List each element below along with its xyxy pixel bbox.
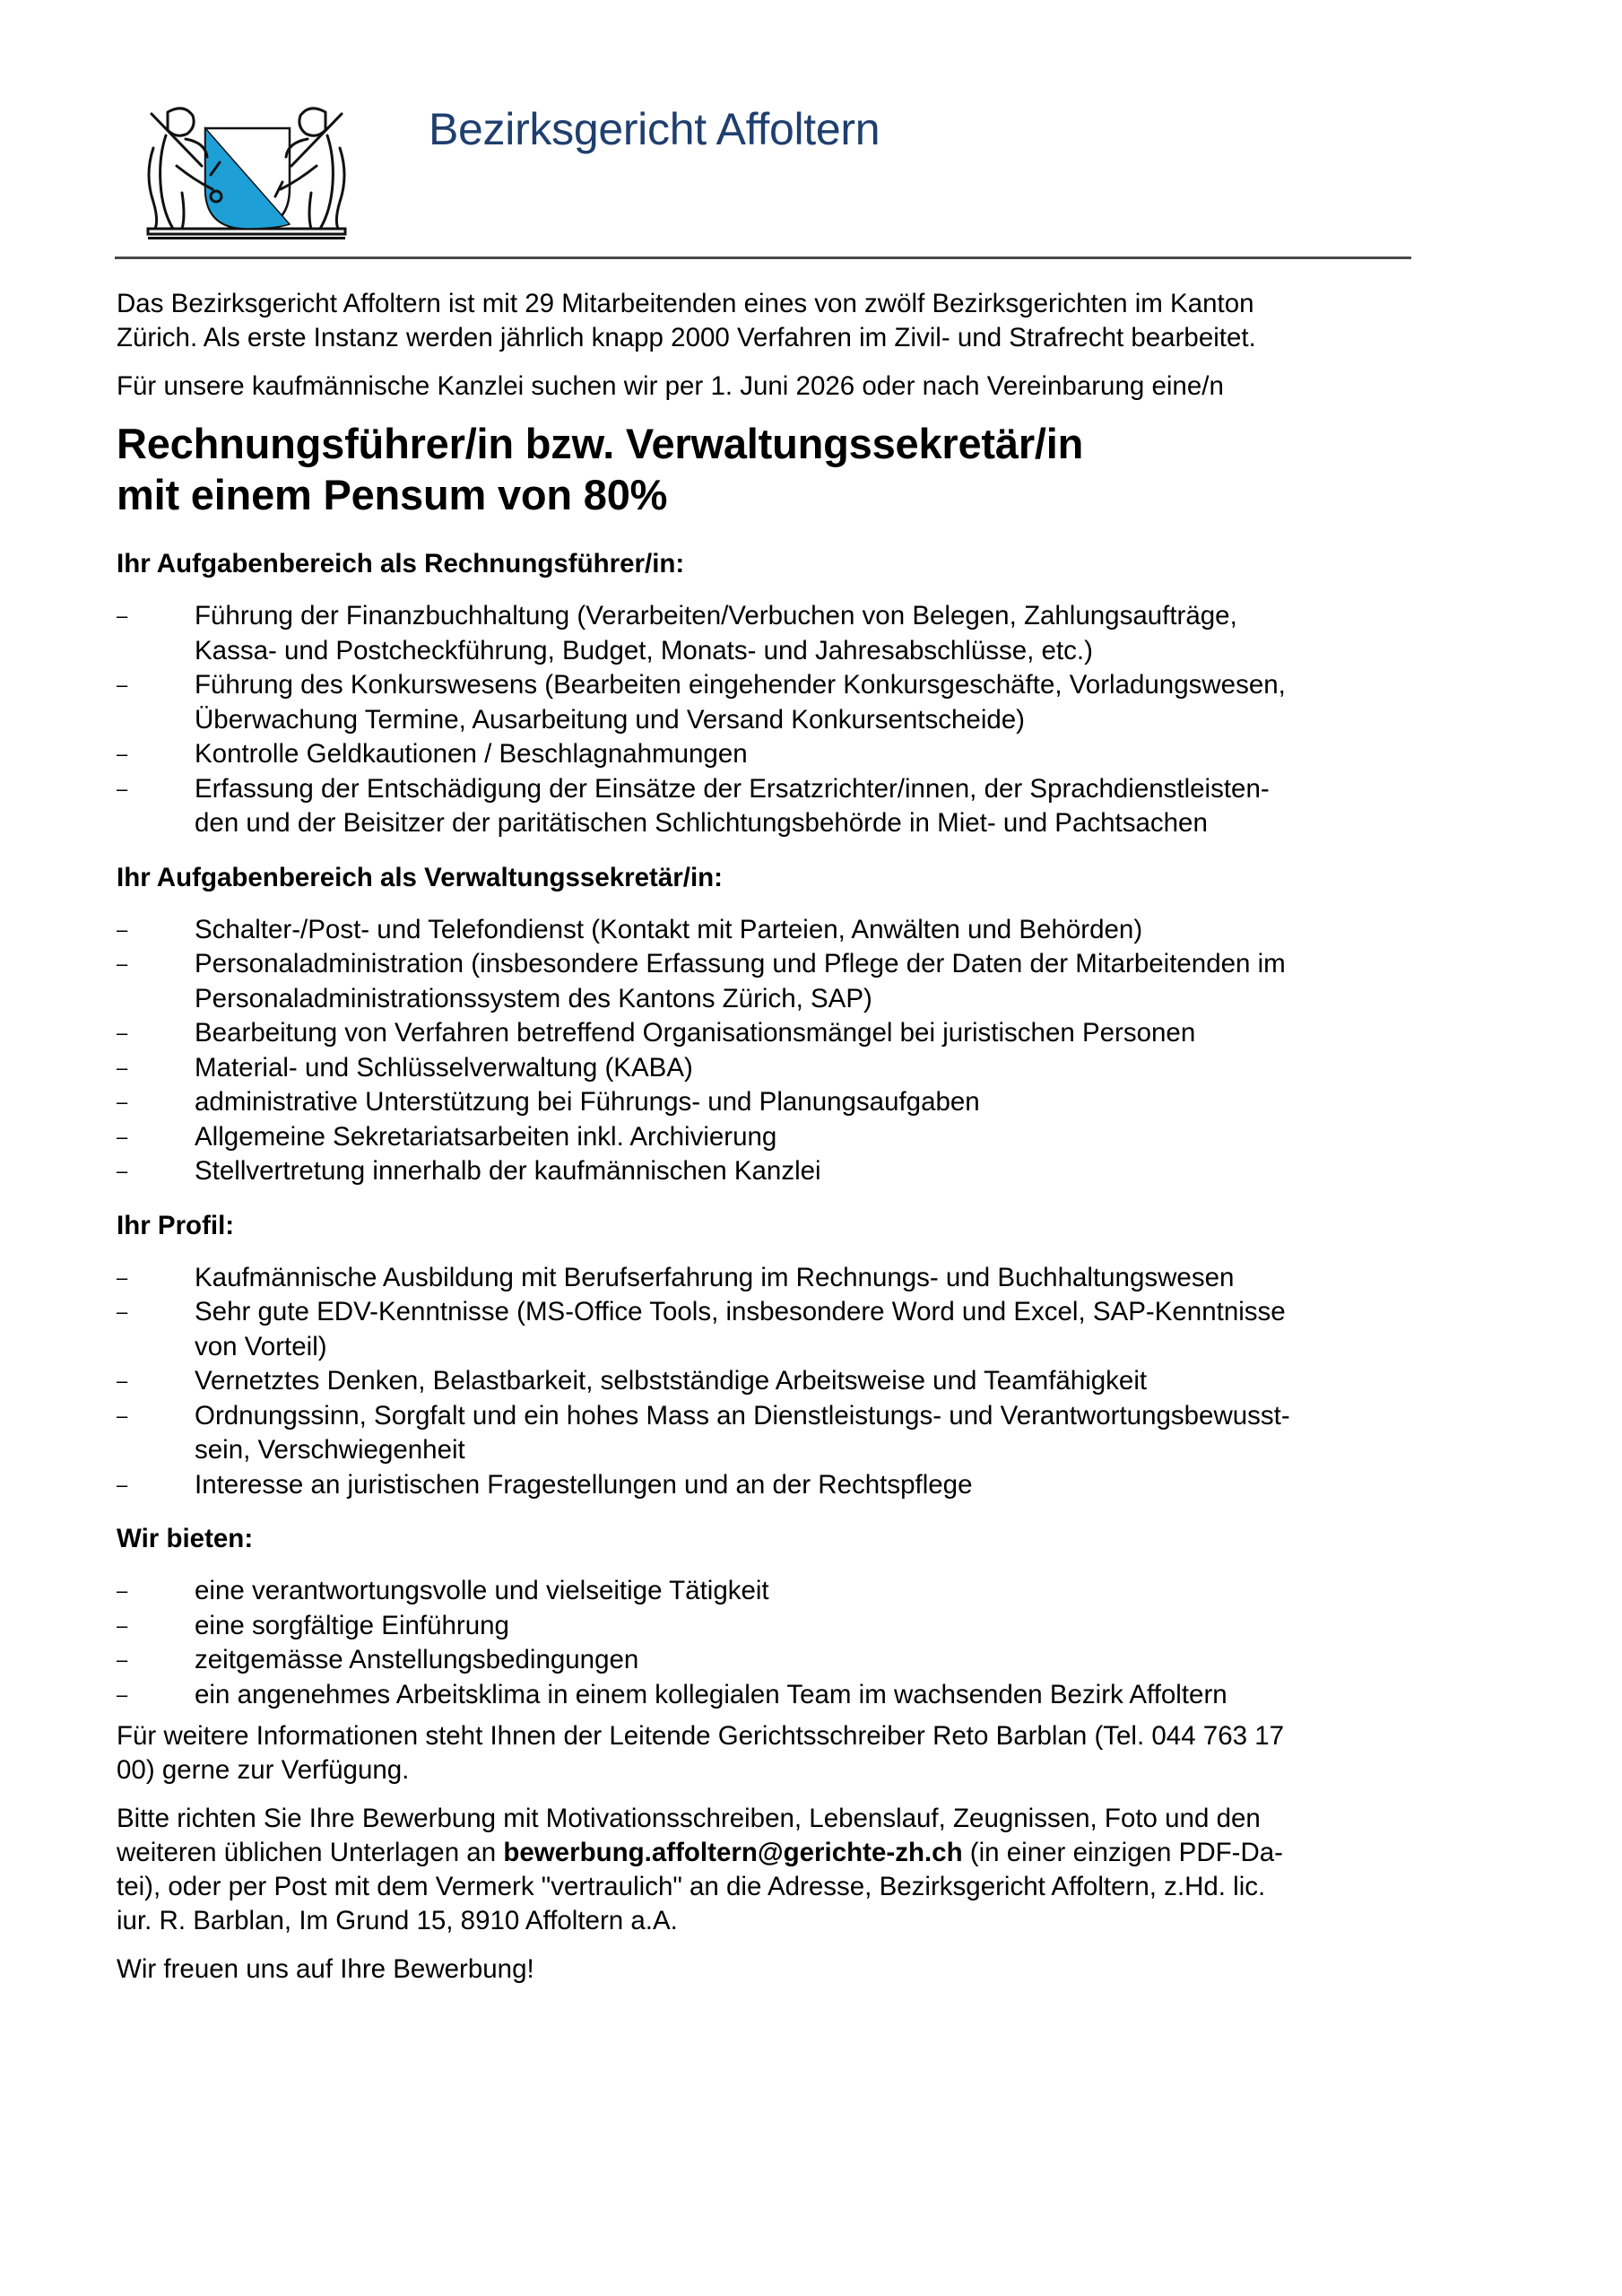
dash-bullet-icon: –	[117, 1473, 128, 1496]
dash-bullet-icon: –	[117, 743, 128, 765]
dash-bullet-icon: –	[117, 1125, 128, 1148]
dash-bullet-icon: –	[117, 1370, 128, 1392]
closing-line: Wir freuen uns auf Ihre Bewerbung!	[117, 1954, 534, 1984]
list-item: – zeitgemässe Anstellungsbedingungen	[117, 1643, 1444, 1678]
list-item: – administrative Unterstützung bei Führungs- und Planungsaufgaben	[117, 1085, 1444, 1120]
list-item: – Ordnungssinn, Sorgfalt und ein hohes Mass an Dienstleistungs- und Verantwortungsbewusst- sein, Verschwiegenheit	[117, 1400, 1290, 1465]
application-email-link[interactable]: bewerbung.affoltern@gerichte-zh.ch	[503, 1838, 963, 1867]
search-paragraph: Für unsere kaufmännische Kanzlei suchen wir per 1. Juni 2026 oder nach Vereinbarung eine/n	[117, 371, 1224, 401]
dash-bullet-icon: –	[117, 1579, 128, 1602]
list-item: – Interesse an juristischen Fragestellungen und an der Rechtspflege	[117, 1468, 1444, 1503]
dash-bullet-icon: –	[117, 1300, 128, 1323]
dash-bullet-icon: –	[117, 604, 128, 627]
list-item: – Personaladministration (insbesondere Erfassung und Pflege der Daten der Mitarbeitenden im Personaladministrationssystem des Kantons Zürich, SAP)	[117, 949, 1286, 1013]
task-list-rechnungsfuehrer	[117, 599, 1444, 841]
list-item: – Bearbeitung von Verfahren betreffend Organisationsmängel bei juristischen Personen	[117, 1016, 1444, 1051]
job-title-headline: Rechnungsführer/in bzw. Verwaltungssekretär/in mit einem Pensum von 80%	[117, 420, 1084, 518]
dash-bullet-icon: –	[117, 1404, 128, 1427]
list-item: – Führung der Finanzbuchhaltung (Verarbeiten/Verbuchen von Belegen, Zahlungsaufträge, Kassa- und Postcheckführung, Budget, Monats- und Jahresabschlüsse, etc.)	[117, 601, 1237, 665]
task-list-verwaltungssekretaer	[117, 913, 1444, 1189]
coat-of-arms-logo	[141, 103, 352, 245]
dash-bullet-icon: –	[117, 952, 128, 975]
court-name-title: Bezirksgericht Affoltern	[429, 104, 880, 154]
list-item: – eine sorgfältige Einführung	[117, 1609, 1444, 1644]
profile-list	[117, 1261, 1444, 1503]
dash-bullet-icon: –	[117, 1056, 128, 1079]
dash-bullet-icon: –	[117, 1683, 128, 1706]
dash-bullet-icon: –	[117, 1022, 128, 1044]
dash-bullet-icon: –	[117, 1648, 128, 1671]
section-heading-verwaltungssekretaer: Ihr Aufgabenbereich als Verwaltungssekretär/in:	[117, 862, 723, 892]
list-item: – Allgemeine Sekretariatsarbeiten inkl. Archivierung	[117, 1120, 1444, 1155]
dash-bullet-icon: –	[117, 1160, 128, 1182]
list-item: – Vernetztes Denken, Belastbarkeit, selbstständige Arbeitsweise und Teamfähigkeit	[117, 1364, 1444, 1399]
application-paragraph: Bitte richten Sie Ihre Bewerbung mit Motivationsschreiben, Lebenslauf, Zeugnissen, Foto und den weiteren üblichen Unterlagen an bewerbung.affoltern@gerichte-zh.ch (in einer einzigen PDF-Da- tei), oder per Post mit dem Vermerk "vertraulich" an die Adresse, Bezirksgericht Affoltern, z.Hd. lic. iur. R. Barblan, Im Grund 15, 8910 Affoltern a.A.	[117, 1804, 1284, 1935]
dash-bullet-icon: –	[117, 674, 128, 696]
section-heading-profil: Ihr Profil:	[117, 1210, 235, 1240]
list-item: – Erfassung der Entschädigung der Einsätze der Ersatzrichter/innen, der Sprachdienstleisten- den und der Beisitzer der paritätischen Schlichtungsbehörde in Miet- und Pachtsachen	[117, 773, 1270, 838]
dash-bullet-icon: –	[117, 1265, 128, 1289]
list-item: – ein angenehmes Arbeitsklima in einem kollegialen Team im wachsenden Bezirk Affoltern	[117, 1678, 1444, 1713]
list-item: – Führung des Konkurswesens (Bearbeiten eingehender Konkursgeschäfte, Vorladungswesen, Überwachung Termine, Ausarbeitung und Versand Konkursentscheide)	[117, 670, 1286, 735]
intro-paragraph: Das Bezirksgericht Affoltern ist mit 29 Mitarbeitenden eines von zwölf Bezirksgerichten im Kanton Zürich. Als erste Instanz werden jährlich knapp 2000 Verfahren im Zivil- und Strafrecht bearbeitet.	[117, 289, 1256, 352]
dash-bullet-icon: –	[117, 1613, 128, 1637]
offer-list	[117, 1574, 1444, 1712]
list-item: – Kontrolle Geldkautionen / Beschlagnahmungen	[117, 737, 1444, 772]
list-item: – Material- und Schlüsselverwaltung (KABA)	[117, 1051, 1444, 1086]
dash-bullet-icon: –	[117, 918, 128, 941]
list-item: – Schalter-/Post- und Telefondienst (Kontakt mit Parteien, Anwälten und Behörden)	[117, 913, 1444, 948]
zurich-coat-of-arms-icon	[141, 103, 352, 245]
header-divider	[115, 257, 1411, 259]
list-item: – Kaufmännische Ausbildung mit Berufserfahrung im Rechnungs- und Buchhaltungswesen	[117, 1261, 1444, 1296]
job-posting-body	[117, 287, 1444, 1987]
section-heading-wir-bieten: Wir bieten:	[117, 1524, 254, 1553]
contact-paragraph: Für weitere Informationen steht Ihnen der Leitende Gerichtsschreiber Reto Barblan (Tel. 044 763 17 00) gerne zur Verfügung.	[117, 1721, 1285, 1785]
dash-bullet-icon: –	[117, 777, 128, 800]
dash-bullet-icon: –	[117, 1091, 128, 1113]
list-item: – Sehr gute EDV-Kenntnisse (MS-Office Tools, insbesondere Word und Excel, SAP-Kenntnisse von Vorteil)	[117, 1297, 1286, 1361]
list-item: – eine verantwortungsvolle und vielseitige Tätigkeit	[117, 1574, 1444, 1609]
list-item: – Stellvertretung innerhalb der kaufmännischen Kanzlei	[117, 1154, 1444, 1189]
section-heading-rechnungsfuehrer: Ihr Aufgabenbereich als Rechnungsführer/in:	[117, 549, 685, 578]
